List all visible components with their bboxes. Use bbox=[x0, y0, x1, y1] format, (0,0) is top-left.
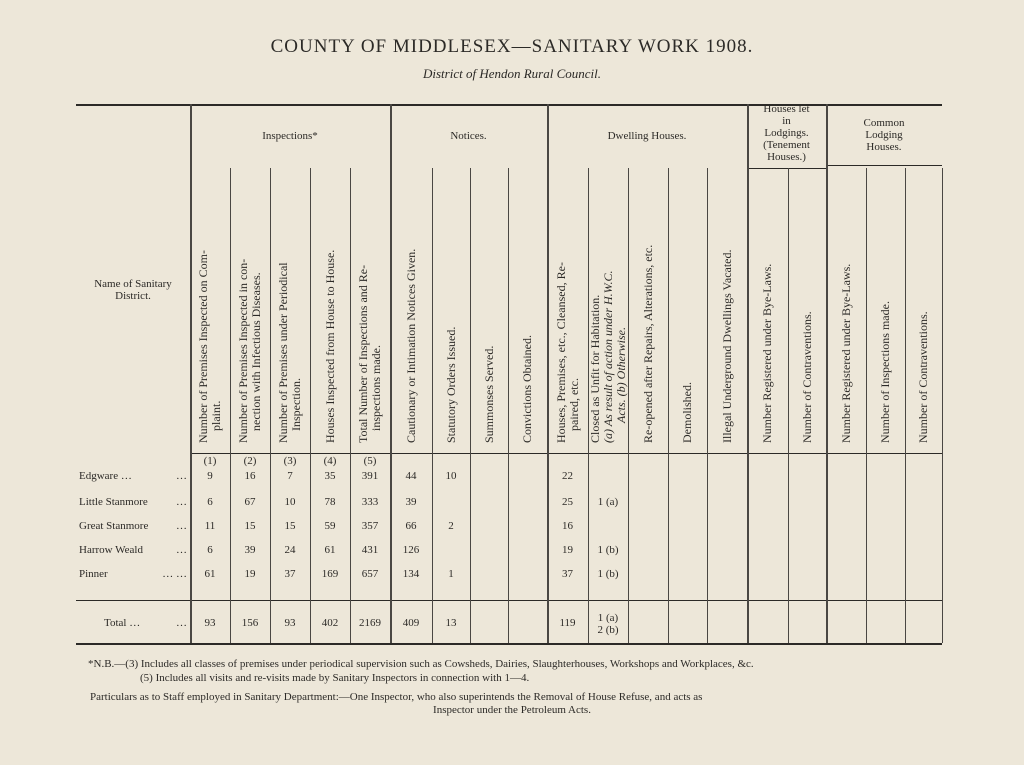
column-header-line: Number of Inspections made. bbox=[878, 301, 892, 443]
column-divider bbox=[628, 168, 629, 643]
table-cell: 6 bbox=[207, 544, 213, 556]
column-header-line: Summonses Served. bbox=[481, 345, 496, 443]
column-header-line: inspections made. bbox=[369, 345, 383, 431]
column-header-1 bbox=[197, 250, 223, 443]
table-cell: 119 bbox=[559, 617, 576, 629]
column-header-6 bbox=[405, 249, 418, 443]
column-header-13 bbox=[681, 382, 694, 443]
group-houses-let-line: Houses let bbox=[763, 103, 810, 115]
footnote-4: Inspector under the Petroleum Acts. bbox=[433, 704, 591, 716]
column-header-4 bbox=[324, 250, 337, 443]
column-divider bbox=[747, 104, 749, 643]
table-cell: 35 bbox=[324, 470, 336, 482]
group-common-lodging-line: Houses. bbox=[866, 141, 902, 153]
table-cell: 93 bbox=[204, 617, 216, 629]
column-divider bbox=[788, 168, 789, 643]
group-dwelling: Dwelling Houses. bbox=[607, 130, 687, 142]
table-cell: 37 bbox=[284, 568, 296, 580]
district-name: Edgware … bbox=[79, 470, 132, 482]
table-cell: 44 bbox=[405, 470, 417, 482]
column-divider bbox=[470, 168, 471, 643]
table-cell: 1 (a) bbox=[597, 496, 619, 508]
table-cell: 10 bbox=[445, 470, 457, 482]
table-cell: 7 bbox=[287, 470, 293, 482]
table-cell: 37 bbox=[562, 568, 573, 580]
row-header-line: District. bbox=[115, 290, 151, 302]
column-header-line: Acts. (b) Otherwise. bbox=[613, 327, 628, 423]
table-cell: 169 bbox=[321, 568, 339, 580]
group-houses-let bbox=[747, 103, 826, 163]
table-cell: 19 bbox=[244, 568, 256, 580]
column-number: (2) bbox=[243, 455, 257, 467]
group-common-lodging-line: Lodging bbox=[865, 129, 903, 141]
column-header-line: Demolished. bbox=[680, 382, 694, 443]
table-cell: 333 bbox=[361, 496, 379, 508]
column-header-line: Number of Premises Inspected in con- bbox=[236, 258, 250, 443]
table-cell: 16 bbox=[562, 520, 573, 532]
leader-dots: … bbox=[176, 470, 187, 482]
column-header-11 bbox=[589, 270, 628, 443]
column-header-line: Inspection. bbox=[289, 378, 303, 431]
table-cell: 6 bbox=[207, 496, 213, 508]
district-name: Little Stanmore bbox=[79, 496, 148, 508]
column-header-10 bbox=[555, 262, 581, 443]
district-name: Great Stanmore bbox=[79, 520, 149, 532]
group-houses-let-line: (Tenement bbox=[763, 139, 810, 151]
district-name: Pinner bbox=[79, 568, 108, 580]
column-header-line: Number of Premises under Periodical bbox=[276, 262, 290, 443]
column-header-line: Statutory Orders Issued. bbox=[443, 326, 458, 443]
table-cell: 13 bbox=[445, 617, 457, 629]
column-header-line: Number Registered under Bye-Laws. bbox=[760, 263, 774, 443]
column-divider bbox=[866, 168, 867, 643]
column-header-17 bbox=[840, 264, 853, 443]
group-common-lodging bbox=[826, 117, 942, 153]
column-header-line: Number of Contraventions. bbox=[916, 311, 930, 443]
table-cell: 15 bbox=[244, 520, 256, 532]
table-cell: 11 bbox=[204, 520, 216, 532]
houses-let-rule bbox=[747, 168, 826, 169]
column-header-18 bbox=[879, 301, 892, 443]
table-cell: 2 (b) bbox=[597, 624, 619, 636]
table-cell: 39 bbox=[405, 496, 417, 508]
page-title: COUNTY OF MIDDLESEX—SANITARY WORK 1908. bbox=[270, 36, 754, 57]
leader-dots: … … bbox=[162, 568, 187, 580]
footnote-1: *N.B.—(3) Includes all classes of premises under periodical supervision such as Cowsheds, Dairies, Slaughterhouses, Workshops and Workplaces, &c. bbox=[88, 658, 754, 670]
table-cell: 657 bbox=[361, 568, 379, 580]
column-header-line: Convictions Obtained. bbox=[520, 335, 534, 443]
leader-dots: … bbox=[176, 496, 187, 508]
column-number: (5) bbox=[363, 455, 377, 467]
group-common-lodging-line: Common bbox=[863, 117, 905, 129]
column-header-line: Number of Contraventions. bbox=[799, 311, 814, 443]
table-cell: 78 bbox=[324, 496, 336, 508]
table-cell: 391 bbox=[361, 470, 379, 482]
table-cell: 24 bbox=[284, 544, 296, 556]
table-cell: 2 bbox=[448, 520, 454, 532]
total-label: Total … bbox=[104, 617, 141, 629]
column-header-15 bbox=[761, 264, 774, 443]
table-cell: 19 bbox=[562, 544, 573, 556]
column-header-12 bbox=[642, 245, 655, 443]
column-header-line: Total Number of Inspections and Re- bbox=[356, 264, 370, 443]
column-header-line: Re-opened after Repairs, Alterations, etc. bbox=[640, 244, 655, 443]
column-header-7 bbox=[445, 327, 458, 443]
row-header-line: Name of Sanitary bbox=[94, 278, 172, 290]
column-header-line: (a) As result of action under H.W.C. bbox=[600, 270, 615, 443]
table-cell: 357 bbox=[361, 520, 379, 532]
table-cell: 15 bbox=[284, 520, 296, 532]
column-header-line: Cautionary or Intimation Notices Given. bbox=[403, 248, 418, 443]
table-cell: 9 bbox=[207, 470, 213, 482]
table-cell: 59 bbox=[324, 520, 336, 532]
column-header-line: Number Registered under Bye-Laws. bbox=[838, 263, 853, 443]
footnote-2: (5) Includes all visits and re-visits made by Sanitary Inspectors in connection with 1—4. bbox=[140, 672, 530, 684]
table-cell: 22 bbox=[562, 470, 573, 482]
bottom-rule bbox=[76, 643, 942, 645]
column-header-14 bbox=[721, 249, 734, 443]
common-lodging-rule bbox=[826, 165, 942, 166]
column-divider bbox=[508, 168, 509, 643]
table-cell: 66 bbox=[405, 520, 417, 532]
table-cell: 126 bbox=[402, 544, 420, 556]
column-number: (1) bbox=[203, 455, 217, 467]
column-header-line: Closed as Unfit for Habitation. bbox=[587, 294, 602, 443]
column-header-line: plaint. bbox=[209, 400, 223, 431]
column-header-3 bbox=[277, 262, 303, 443]
page-subtitle: District of Hendon Rural Council. bbox=[422, 66, 602, 81]
table-cell: 67 bbox=[244, 496, 256, 508]
table-cell: 2169 bbox=[359, 617, 381, 629]
group-houses-let-line: Houses.) bbox=[767, 151, 806, 163]
table-cell: 25 bbox=[562, 496, 573, 508]
column-header-line: Illegal Underground Dwellings Vacated. bbox=[719, 249, 734, 443]
footnote-3: Particulars as to Staff employed in Sanitary Department:—One Inspector, who also superintends the Removal of House Refuse, and acts as bbox=[90, 691, 703, 703]
column-divider bbox=[190, 104, 192, 643]
column-divider bbox=[547, 104, 549, 643]
column-header-8 bbox=[483, 346, 496, 443]
leader-dots: … bbox=[176, 617, 187, 629]
group-inspections: Inspections* bbox=[262, 130, 318, 142]
table-cell: 1 bbox=[448, 568, 454, 580]
table-cell: 402 bbox=[321, 617, 339, 629]
row-header bbox=[76, 278, 190, 302]
header-rule bbox=[190, 453, 942, 454]
table-cell: 10 bbox=[284, 496, 296, 508]
column-divider bbox=[390, 104, 392, 643]
column-header-line: Number of Premises Inspected on Com- bbox=[196, 250, 210, 443]
group-houses-let-line: in bbox=[782, 115, 791, 127]
leader-dots: … bbox=[176, 520, 187, 532]
column-header-16 bbox=[801, 311, 814, 443]
column-header-2 bbox=[237, 259, 263, 443]
column-divider bbox=[707, 168, 708, 643]
total-rule bbox=[76, 600, 942, 601]
column-header-line: Houses Inspected from House to House. bbox=[322, 249, 337, 443]
column-header-line: paired, etc. bbox=[566, 378, 581, 431]
table-cell: 134 bbox=[402, 568, 420, 580]
column-divider bbox=[942, 168, 943, 643]
column-header-line: Houses, Premises, etc., Cleansed, Re- bbox=[553, 262, 568, 443]
table-cell: 39 bbox=[244, 544, 256, 556]
column-header-19 bbox=[917, 311, 930, 443]
column-header-5 bbox=[357, 265, 383, 443]
column-number: (3) bbox=[283, 455, 297, 467]
table-cell: 409 bbox=[402, 617, 420, 629]
table-cell: 1 (a) bbox=[597, 612, 619, 624]
leader-dots: … bbox=[176, 544, 187, 556]
column-number: (4) bbox=[323, 455, 337, 467]
table-cell: 16 bbox=[244, 470, 256, 482]
table-cell: 61 bbox=[324, 544, 336, 556]
table-cell: 93 bbox=[284, 617, 296, 629]
table-cell: 431 bbox=[361, 544, 379, 556]
column-divider bbox=[826, 104, 828, 643]
group-notices: Notices. bbox=[450, 130, 487, 142]
table-cell: 1 (b) bbox=[597, 568, 619, 580]
table-cell: 156 bbox=[241, 617, 259, 629]
column-divider bbox=[668, 168, 669, 643]
column-header-9 bbox=[521, 335, 534, 443]
table-cell: 61 bbox=[204, 568, 216, 580]
district-name: Harrow Weald bbox=[79, 544, 143, 556]
group-houses-let-line: Lodgings. bbox=[764, 127, 809, 139]
table-cell: 1 (b) bbox=[597, 544, 619, 556]
column-header-line: nection with Infectious Diseases. bbox=[249, 272, 263, 431]
column-divider bbox=[905, 168, 906, 643]
